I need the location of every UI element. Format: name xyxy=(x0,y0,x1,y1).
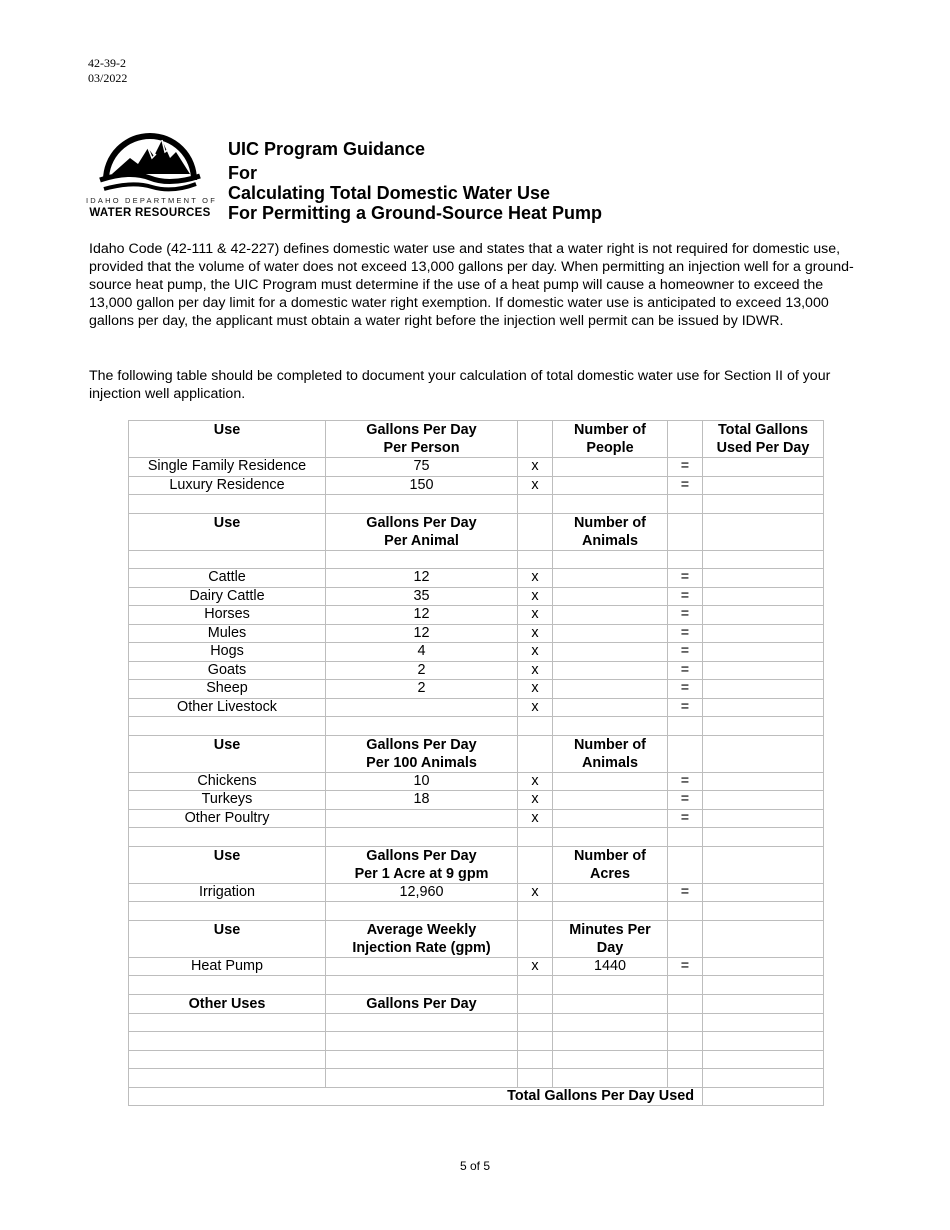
total-label: Total Gallons Per Day Used xyxy=(129,1087,703,1106)
instructions-paragraph: The following table should be completed to document your calculation of total domestic water use for Section II of your injection well application. xyxy=(89,368,831,402)
total-input-cell[interactable] xyxy=(703,624,824,643)
title-line-1: UIC Program Guidance xyxy=(228,139,426,159)
table-row: Irrigation 12,960 x = xyxy=(129,883,824,902)
number-input-cell[interactable] xyxy=(553,476,668,495)
blank-row xyxy=(129,976,824,995)
table-row: Chickens 10 x = xyxy=(129,772,824,791)
gallons-input-cell[interactable] xyxy=(326,698,518,717)
idwr-logo xyxy=(86,118,217,224)
number-input-cell[interactable] xyxy=(553,772,668,791)
number-input-cell[interactable] xyxy=(553,643,668,662)
title-line-2: For xyxy=(228,163,257,183)
table-row: Heat Pump x 1440 = xyxy=(129,957,824,976)
table-header-row: Use Gallons Per Day Per 100 Animals Number of Animals xyxy=(129,735,824,772)
number-input-cell[interactable] xyxy=(553,680,668,699)
total-input-cell[interactable] xyxy=(703,791,824,810)
water-use-table xyxy=(128,420,824,1106)
total-input-cell[interactable] xyxy=(703,661,824,680)
table-row: Single Family Residence 75 x = xyxy=(129,458,824,477)
total-input-cell[interactable] xyxy=(703,643,824,662)
logo-department: IDAHO DEPARTMENT OF xyxy=(86,196,217,205)
total-input-cell[interactable] xyxy=(703,883,824,902)
header-number: Number of People xyxy=(553,421,668,458)
logo-name: WATER RESOURCES xyxy=(89,207,211,219)
table-row: Goats 2 x = xyxy=(129,661,824,680)
total-input-cell[interactable] xyxy=(703,698,824,717)
blank-row xyxy=(129,495,824,514)
blank-row xyxy=(129,717,824,736)
total-input-cell[interactable] xyxy=(703,458,824,477)
number-input-cell[interactable] xyxy=(553,791,668,810)
blank-row xyxy=(129,902,824,921)
blank-row xyxy=(129,828,824,847)
header-gallons: Gallons Per Day Per Person xyxy=(326,421,518,458)
gallons-input-cell[interactable] xyxy=(326,957,518,976)
gallons-input-cell[interactable] xyxy=(326,809,518,828)
table-header-row: Use Gallons Per Day Per 1 Acre at 9 gpm Number of Acres xyxy=(129,846,824,883)
page-number: 5 of 5 xyxy=(459,1159,491,1173)
total-input-cell[interactable] xyxy=(703,606,824,625)
number-input-cell[interactable] xyxy=(553,458,668,477)
title-line-3: Calculating Total Domestic Water Use xyxy=(228,183,551,203)
table-row: Mules 12 x = xyxy=(129,624,824,643)
form-number: 42-39-2 xyxy=(88,56,126,70)
header-use: Use xyxy=(129,421,326,458)
table-row: Cattle 12 x = xyxy=(129,569,824,588)
total-input-cell[interactable] xyxy=(703,809,824,828)
blank-row xyxy=(129,1069,824,1088)
table-row: Turkeys 18 x = xyxy=(129,791,824,810)
number-input-cell[interactable] xyxy=(553,809,668,828)
table-row: Other Poultry x = xyxy=(129,809,824,828)
blank-row xyxy=(129,1050,824,1069)
table-row: Dairy Cattle 35 x = xyxy=(129,587,824,606)
form-date: 03/2022 xyxy=(88,71,128,85)
table-row: Sheep 2 x = xyxy=(129,680,824,699)
title-line-4: For Permitting a Ground-Source Heat Pump xyxy=(228,203,603,223)
header-total: Total Gallons Used Per Day xyxy=(703,421,824,458)
page-title xyxy=(228,139,602,223)
number-input-cell[interactable] xyxy=(553,587,668,606)
blank-row xyxy=(129,1032,824,1051)
number-input-cell[interactable] xyxy=(553,883,668,902)
number-input-cell[interactable] xyxy=(553,606,668,625)
total-input-cell[interactable] xyxy=(703,587,824,606)
table-header-row: Use Gallons Per Day Per Animal Number of Animals xyxy=(129,513,824,550)
number-input-cell[interactable] xyxy=(553,698,668,717)
intro-paragraph: Idaho Code (42-111 & 42-227) defines domestic water use and states that a water right is not required for domestic use, provided that the volume of water does not exceed 13,000 gallons per day. When permitting an injection well for a ground-source heat pump, the UIC Program must determine if the use of a heat pump will cause a homeowner to exceed the 13,000 gallon per day limit for a domestic water right exemption. If domestic water use is anticipated to exceed 13,000 gallons per day, the applicant must obtain a water right before the injection well permit can be issued by IDWR. xyxy=(89,241,854,329)
table-header-row: Other Uses Gallons Per Day xyxy=(129,994,824,1013)
blank-row xyxy=(129,1013,824,1032)
number-input-cell[interactable] xyxy=(553,661,668,680)
table-row: Horses 12 x = xyxy=(129,606,824,625)
total-input-cell[interactable] xyxy=(703,680,824,699)
total-input-cell[interactable] xyxy=(703,569,824,588)
total-row xyxy=(129,1087,824,1106)
table-header-row xyxy=(129,421,824,458)
table-header-row: Use Average Weekly Injection Rate (gpm) Minutes Per Day xyxy=(129,920,824,957)
total-input-cell[interactable] xyxy=(703,772,824,791)
table-row: Hogs 4 x = xyxy=(129,643,824,662)
total-input-cell[interactable] xyxy=(703,957,824,976)
table-row: Other Livestock x = xyxy=(129,698,824,717)
total-input-cell[interactable] xyxy=(703,476,824,495)
number-input-cell[interactable] xyxy=(553,624,668,643)
number-input-cell[interactable] xyxy=(553,569,668,588)
mountain-emblem-icon xyxy=(86,118,214,198)
grand-total-input-cell[interactable] xyxy=(703,1087,824,1106)
form-code xyxy=(88,56,127,86)
blank-row xyxy=(129,550,824,569)
table-row: Luxury Residence 150 x = xyxy=(129,476,824,495)
